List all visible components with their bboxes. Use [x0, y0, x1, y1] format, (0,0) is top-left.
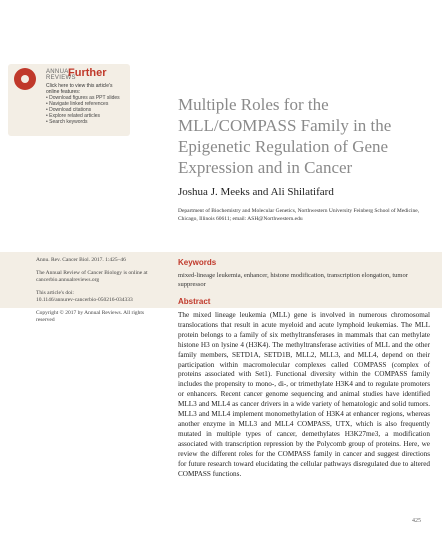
- further-item-citations[interactable]: • Download citations: [46, 107, 120, 113]
- page-number: 425: [412, 518, 421, 524]
- further-intro[interactable]: Click here to view this article's online features:: [46, 83, 113, 95]
- annual-reviews-logo-icon: [14, 68, 36, 90]
- doi-label: This article's doi:: [36, 290, 74, 296]
- doi-block: [36, 290, 156, 304]
- further-list: [46, 95, 120, 125]
- doi-link[interactable]: 10.1146/annurev-cancerbio-050216-034333: [36, 297, 133, 303]
- abstract-text: The mixed lineage leukemia (MLL) gene is involved in numerous chromosomal translocations that result in acute myeloid and acute lymphoid leukemias. The MLL protein belongs to a family of six methyltransferases in mammals that can methylate histone H3 on lysine 4 (H3K4). The methyltransferase activities of MLL and the other family members, SETD1A, SETD1B, MLL2, MLL3, and MLL4, depend on their participation within macromolecular complexes called COMPASS (complex of proteins associated with Set1). Functional diversity within the COMPASS family includes the propensity to mono-, di-, or trimethylate H3K4 and to regulate promoters or enhancers. Recent cancer genome sequencing and animal studies have identified MLL3 and MLL4 as cancer drivers in a wide variety of hematologic and solid tumors. MLL3 and MLL4 implement monomethylation of H3K4 at enhancer regions, whereas another enzyme in MLL3 and MLL4 COMPASS, UTX, which is also frequently mutated in multiple types of cancer, demethylates H3K27me3, a modification associated with transcription repression by the Polycomb group of proteins. Here, we review the different roles for the COMPASS family in cancer and suggest directions for future research toward elucidating the cellular pathways disregulated due to altered COMPASS functions.: [178, 311, 430, 478]
- keywords-text: mixed-lineage leukemia, enhancer, histone modification, transcription elongation, tumor suppressor: [178, 272, 408, 288]
- annual-reviews-label: ANNUAL REVIEWS: [46, 69, 76, 81]
- further-title: Further: [68, 67, 107, 79]
- keywords-heading: Keywords: [178, 258, 217, 267]
- further-item-keywords[interactable]: • Search keywords: [46, 119, 120, 125]
- author-affiliation: Department of Biochemistry and Molecular Genetics, Northwestern University Feinberg School of Medicine, Chicago, Illinois 60611; email: ASH@Northwestern.edu: [178, 208, 420, 222]
- article-authors: Joshua J. Meeks and Ali Shilatifard: [178, 186, 334, 198]
- sidebar-info: [36, 257, 156, 330]
- copyright: Copyright © 2017 by Annual Reviews. All rights reserved: [36, 310, 145, 323]
- further-item-figures[interactable]: • Download figures as PPT slides: [46, 95, 120, 101]
- article-title: Multiple Roles for the MLL/COMPASS Family in the Epigenetic Regulation of Gene Expression and in Cancer: [178, 95, 392, 177]
- further-item-references[interactable]: • Navigate linked references: [46, 101, 120, 107]
- abstract-heading: Abstract: [178, 297, 211, 306]
- further-item-related[interactable]: • Explore related articles: [46, 113, 120, 119]
- citation: Annu. Rev. Cancer Biol. 2017. 1:425–46: [36, 257, 126, 263]
- online-note: The Annual Review of Cancer Biology is online at cancerbio.annualreviews.org: [36, 270, 148, 283]
- further-badge[interactable]: [8, 64, 130, 136]
